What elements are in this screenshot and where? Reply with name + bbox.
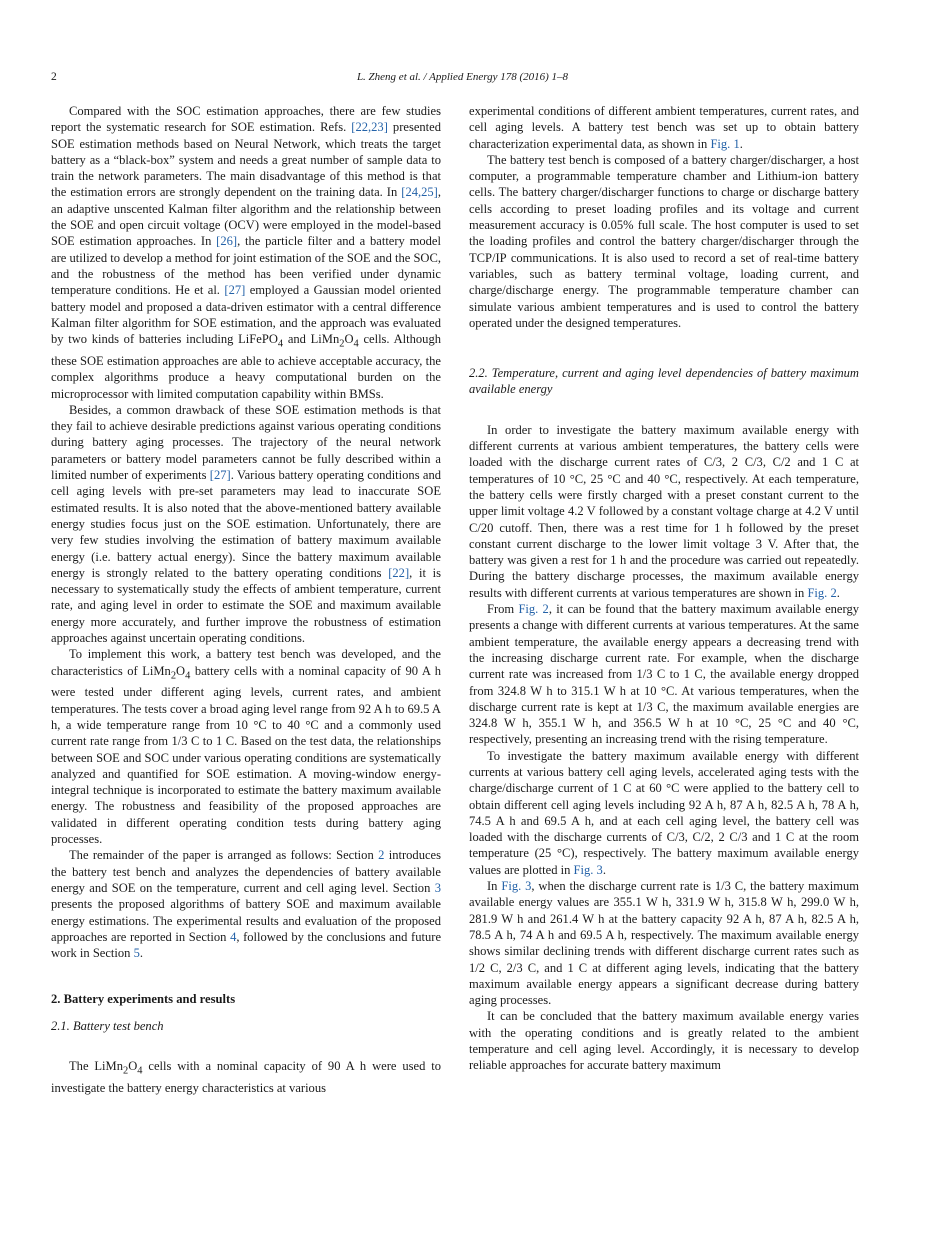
paragraph: experimental conditions of different ambient temperatures, current rates, and cell aging levels. A battery test bench was set up to obtain battery characterization experimental data, as shown in Fig. 1. [469,104,859,151]
figure-link[interactable]: Fig. 2 [807,585,837,600]
page-number: 2 [51,71,57,83]
left-column [51,103,441,1096]
section-link[interactable]: 4 [230,929,237,944]
running-header: L. Zheng et al. / Applied Energy 178 (2016) 1–8 [356,71,569,83]
citation-link[interactable]: [24,25] [401,185,438,200]
citation-link[interactable]: [27] [224,283,246,298]
section-link[interactable]: 5 [133,946,140,961]
subsection-heading: 2.2. Temperature, current and aging level dependencies of battery maximum available energy [469,366,859,397]
citation-link[interactable]: [22,23] [351,120,388,135]
figure-link[interactable]: Fig. 1 [710,136,740,151]
paragraph: To investigate the battery maximum available energy with different currents at various battery cell aging levels, accelerated aging tests with the charge/discharge current of 1 C at 60 °C were applied to the battery cell to obtain different cell aging levels including 92 A h, 87 A h, 82.5 A h, 78 A h, 74.5 A h and 69.5 A h, and at each cell aging level, the battery cell was loaded with the discharge currents of C/3, C/2, 2 C/3 and 1 C at the room temperature (25 °C), respectively. The battery maximum available energy values are plotted in Fig. 3. [469,748,859,877]
paragraph: The $LiMn_2O_4$ cells with a nominal capacity of 90 A h were used to investigate the battery energy characteristics at various [51,1059,441,1095]
citation-link[interactable]: [22] [388,565,410,580]
paragraph: Compared with the SOC estimation approaches, there are few studies report the systematic research for SOE estimation. Refs. [22,23] presented SOE estimation methods based on Neural Network, which treats the target battery as a “black-box” system and needs a great number of sample data to train the network parameters. The main disadvantage of this method is that the estimation errors are strongly dependent on the training data. In [24,25], an adaptive unscented Kalman filter algorithm and the relationship between the SOE and open circuit voltage (OCV) were employed in the model-based SOE estimation approaches. In [26], the particle filter and a battery model are utilized to develop a method for joint estimation of the SOE and the SOC, and the robustness of the method has been verified under dynamic temperature conditions. He et al. [27] employed a Gaussian model oriented battery model and proposed a data-driven estimator with a central difference Kalman filter algorithm for SOE estimation, and the approach was evaluated by two kinds of batteries including LiFePO$_4$ and $LiMn_2O_4$ cells. Although these SOE estimation approaches are able to achieve acceptable accuracy, the complex algorithms produce a heavy computational burden on the microprocessor with limited computation capability within BMSs. [51,104,441,401]
figure-link[interactable]: Fig. 2 [518,602,549,617]
figure-link[interactable]: Fig. 3 [573,862,603,877]
section-link[interactable]: 3 [434,880,441,895]
paragraph: The battery test bench is composed of a battery charger/discharger, a host computer, a programmable temperature chamber and Lithium-ion battery cells. The battery charger/discharger functions to charge or discharge battery cells according to preset loading profiles and its voltage and current measurement accuracy is 0.05% full scale. The host computer is used to set the loading profiles and control the battery charger/discharger through the TCP/IP communications. It is also used to record a set of real-time battery variables, such as battery terminal voltage, loading current, and charge/discharge energy. The programmable temperature chamber can simulate various ambient temperatures and is used to control the battery operated under the designed temperatures. [469,152,859,330]
citation-link[interactable]: [27] [209,468,231,483]
section-heading: 2. Battery experiments and results [51,992,236,1007]
paragraph: To implement this work, a battery test bench was developed, and the characteristics of $LiMn_2O_4$ battery cells with a nominal capacity of 90 A h were tested under different aging levels, current rates, and ambient temperatures. The tests cover a broad aging level range from 92 A h to 69.5 A h, a wide temperature range from 10 °C to 40 °C and a commonly used current rate range from 1/3 C to 1 C. Based on the test data, the relationships between SOE and SOC under various operating conditions are systematically analyzed and quantified for SOE estimation. A moving-window energy-integral technique is incorporated to estimate the battery maximum available energy. The robustness and feasibility of the proposed approaches are validated in different operating condition tests during battery aging processes. [51,647,441,847]
subsection-heading: 2.1. Battery test bench [51,1018,164,1033]
right-column [469,103,859,1074]
figure-link[interactable]: Fig. 3 [501,879,532,894]
paragraph: The remainder of the paper is arranged as follows: Section 2 introduces the battery test bench and analyzes the dependencies of battery available energy and SOE on the temperature, current and cell aging level. Section 3 presents the proposed algorithms of battery SOE and maximum available energy estimations. The experimental results and evaluation of the proposed approaches are reported in Section 4, followed by the conclusions and future work in Section 5. [51,848,442,961]
paragraph: In order to investigate the battery maximum available energy with different currents at various ambient temperatures, the battery cells were loaded with the discharge current rates of C/3, 2 C/3, C/2 and 1 C at temperatures of 10 °C, 25 °C and 40 °C, respectively. At each temperature, the battery cells were firstly charged with a preset constant current to the upper limit voltage 4.2 V followed by a constant voltage charge at 4.2 V until C/20 cutoff. Then, there was a rest time for 1 h followed by the preset constant current discharge to the lower limit voltage 3 V. After that, the battery was given a rest for 1 h and the procedure was carried out repeatedly. During the battery discharge processes, the maximum available energy results with different currents at various temperatures are shown in Fig. 2. [469,422,859,600]
paragraph: It can be concluded that the battery maximum available energy varies with the operating conditions and is greatly related to the ambient temperature and cell aging level. Accordingly, it is necessary to develop reliable approaches for accurate battery maximum [469,1009,859,1073]
paragraph: From Fig. 2, it can be found that the battery maximum available energy presents a change with different currents at various temperatures. At the same ambient temperature, the available energy appears a decreasing trend with the increasing discharge current rate. For example, when the discharge current rate was increased from 1/3 C to 1 C, the available energy dropped from 324.8 W h to 315.1 W h at 10 °C. At various temperatures, when the discharge current rate is kept at 1/3 C, the maximum available energies are 324.8 W h, 355.1 W h, and 356.5 W h at 10 °C, 25 °C and 40 °C, respectively, presenting an increasing trend with the rising temperature. [469,602,859,747]
paragraph: Besides, a common drawback of these SOE estimation methods is that they fail to achieve desirable predictions against various operating conditions during battery aging processes. The trajectory of the neural network parameters or battery model parameters cannot be fully described within a limited number of experiments [27]. Various battery operating conditions and cell aging levels with pre-set parameters may lead to inaccurate SOE estimated results. It is also noted that the above-mentioned battery available energy studies focus just on the SOE estimation. Unfortunately, there are very few studies involving the estimation of battery maximum available energy (i.e. battery actual energy). Since the battery maximum available energy is strongly related to the battery operating conditions [22], it is necessary to systematically study the effects of ambient temperature, current rate, and aging level in order to estimate the SOE and maximum available energy more accurately, and further improve the robustness of estimation approaches against uncertain operating conditions. [51,402,441,645]
citation-link[interactable]: [26] [216,234,238,249]
section-link[interactable]: 2 [378,848,385,863]
paragraph: In Fig. 3, when the discharge current rate is 1/3 C, the battery maximum available energy values are 355.1 W h, 331.9 W h, 315.8 W h, 299.0 W h, 281.9 W h and 261.4 W h at the battery capacity 92 A h, 87 A h, 82.5 A h, 78.5 A h, 74 A h and 69.5 A h, respectively. The maximum available energy shows similar declining trends with different discharge current rates such as 1/2 C, 2/3 C, and 1 C at different aging levels, indicating that the battery maximum available energy appears a significant decrease during battery aging processes. [469,879,859,1008]
